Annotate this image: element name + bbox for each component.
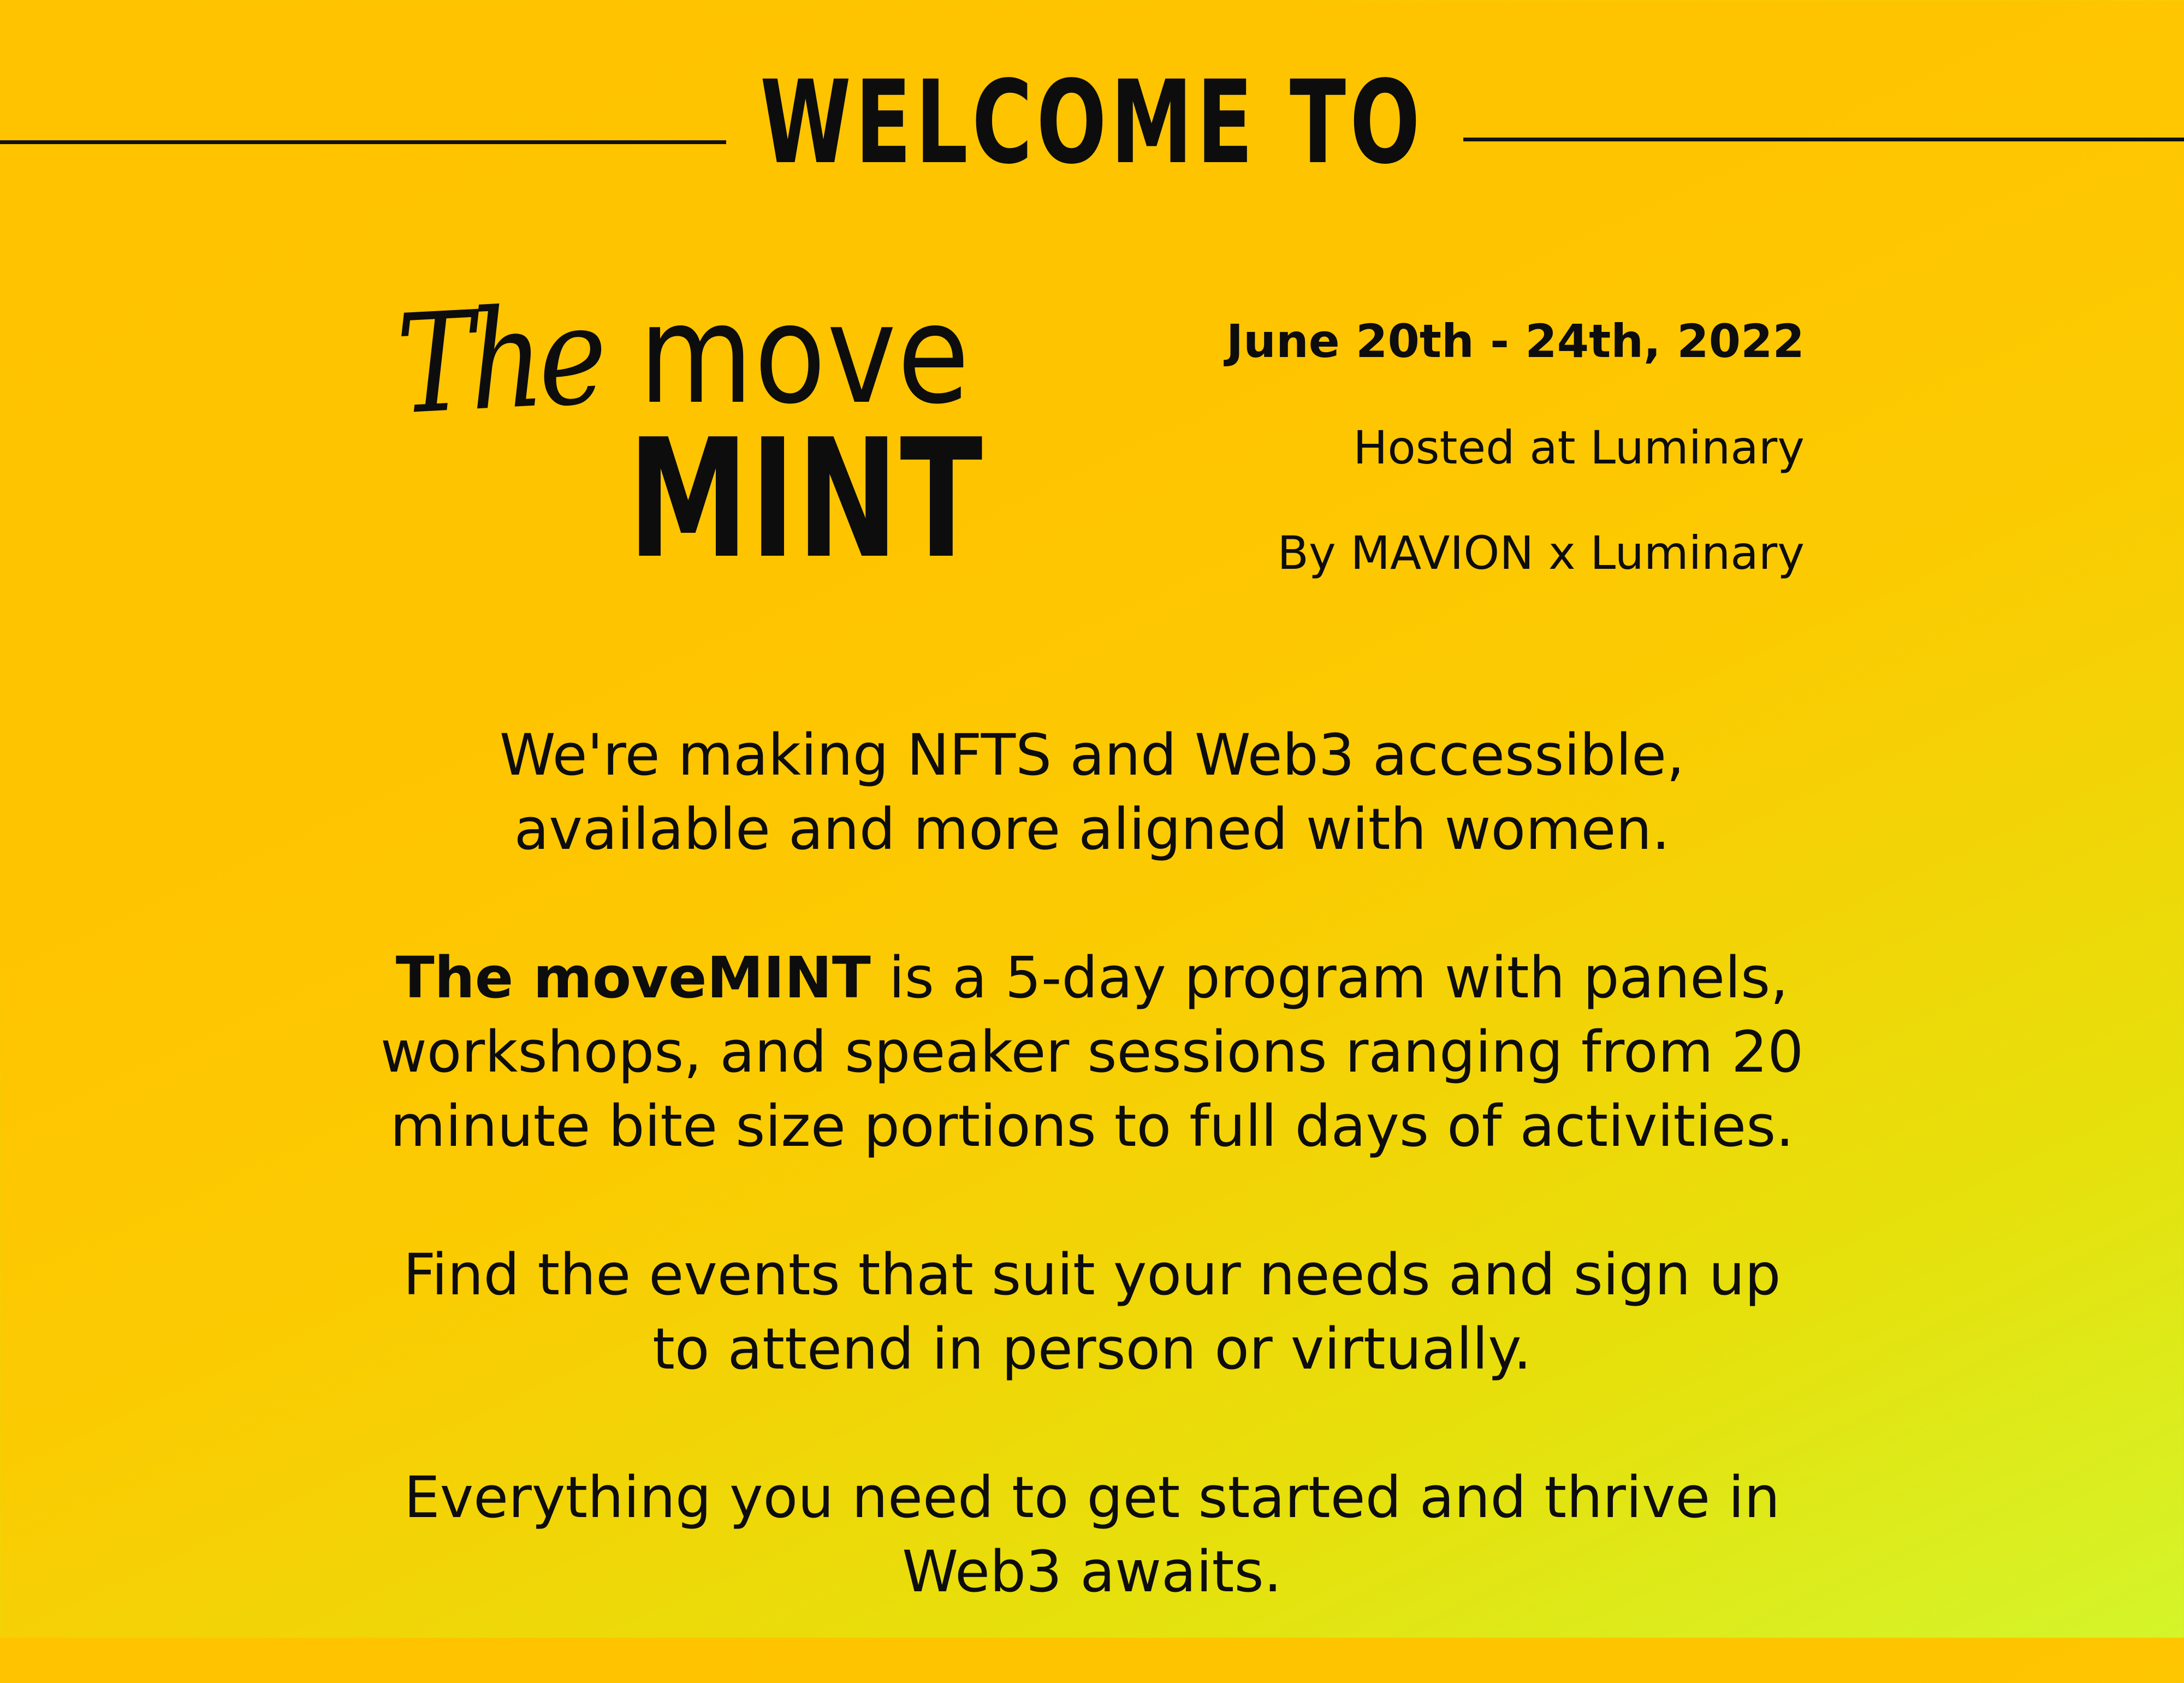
body-copy — [240, 718, 1944, 1683]
event-organizers: By MAVION x Luminary — [1277, 526, 1805, 580]
program-line-1 — [240, 941, 1944, 1015]
event-host: Hosted at Luminary — [1353, 421, 1805, 474]
program-paragraph — [240, 941, 1944, 1163]
header-divider-left — [0, 140, 726, 144]
closing-line-2: Web3 awaits. — [902, 1538, 1282, 1605]
closing-paragraph — [240, 1460, 1944, 1609]
closing-line-1: Everything you need to get started and thrive in — [403, 1464, 1781, 1531]
program-line-2: workshops, and speaker sessions ranging from 20 — [380, 1019, 1804, 1085]
mission-line-2: available and more aligned with women. — [514, 796, 1670, 863]
mission-paragraph — [240, 718, 1944, 866]
header-divider-right — [1463, 138, 2184, 141]
signup-line-1: Find the events that suit your needs and sign up — [403, 1241, 1781, 1308]
mission-line-1: We're making NFTS and Web3 accessible, — [499, 722, 1685, 788]
program-line-3: minute bite size portions to full days of activities. — [390, 1093, 1794, 1159]
logo-move-word: move — [639, 275, 971, 434]
program-name: The moveMINT — [395, 944, 871, 1011]
logo-the-script: The — [393, 275, 606, 445]
logo-mint-word: MINT — [628, 404, 984, 594]
signup-line-2: to attend in person or virtually. — [652, 1316, 1532, 1382]
signup-paragraph — [240, 1238, 1944, 1386]
welcome-heading: WELCOME TO — [760, 56, 1424, 189]
event-dates: June 20th - 24th, 2022 — [1226, 314, 1805, 368]
program-line-1-rest: is a 5-day program with panels, — [870, 944, 1789, 1011]
